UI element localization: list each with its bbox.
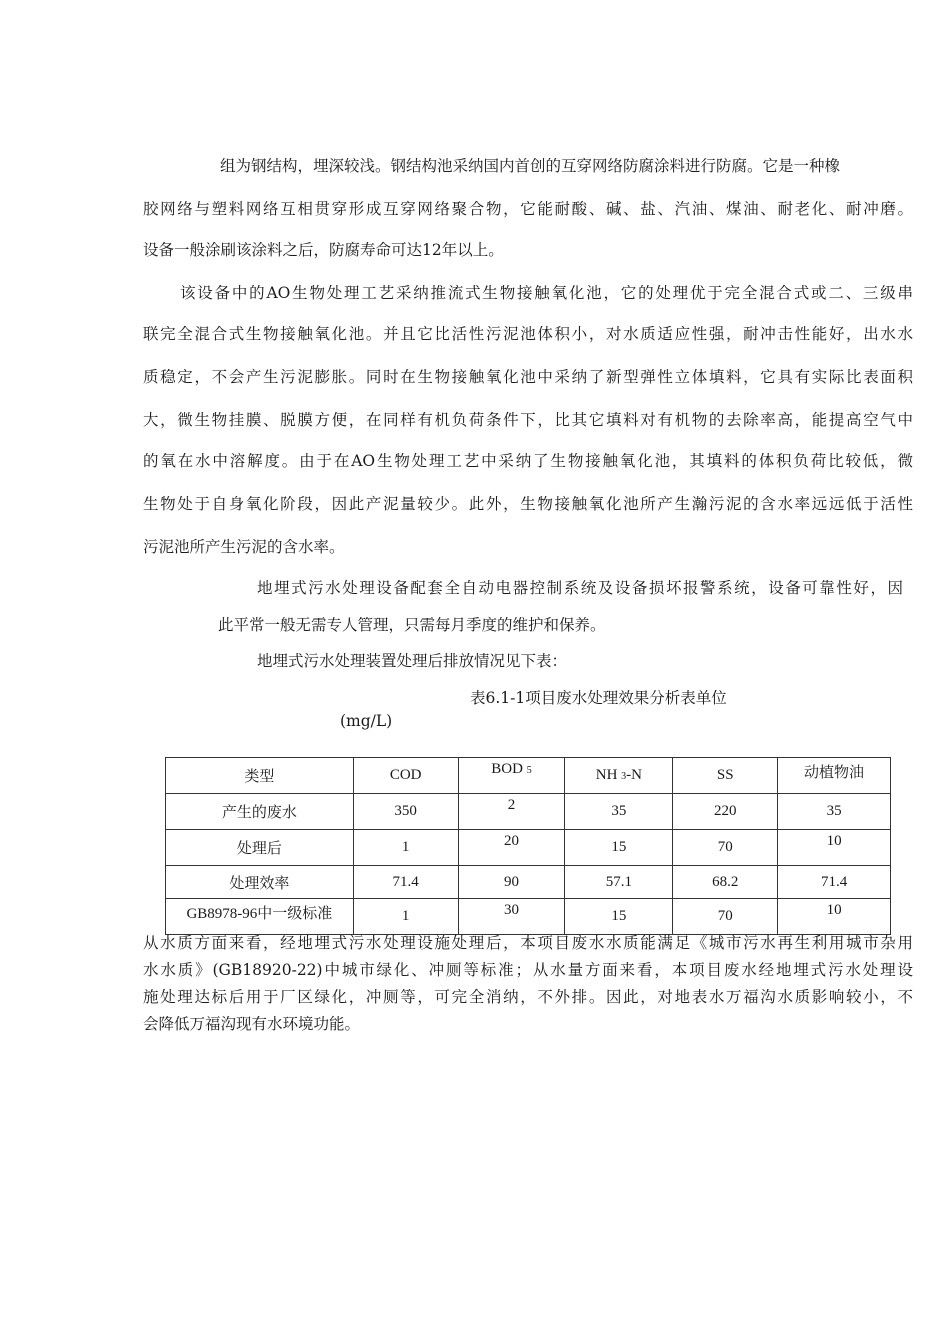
effluent-table: [165, 757, 891, 935]
cell-ss: 220: [673, 794, 778, 830]
header-ss: SS: [673, 758, 778, 794]
cell-cod: 1: [353, 899, 458, 935]
cell-cod: 71.4: [353, 866, 458, 899]
cell-nh: 15: [565, 830, 673, 866]
header-bod: BOD 5: [458, 758, 565, 794]
paragraph-line: 污泥池所产生污泥的含水率。: [143, 538, 345, 556]
cell-nh: 15: [565, 899, 673, 935]
table-caption: 表6.1-1项目废水处理效果分析表单位: [470, 689, 727, 707]
table-row: [166, 866, 891, 899]
row-label: 处理后: [166, 830, 354, 866]
cell-bod: 20: [458, 830, 565, 866]
row-label: GB8978-96中一级标准: [166, 899, 354, 935]
cell-oil: 35: [778, 794, 891, 830]
paragraph-line: 施处理达标后用于厂区绿化，冲厕等，可完全消纳，不外排。因此，对地表水万福沟水质影响较小，不: [143, 988, 913, 1006]
row-label: 产生的废水: [166, 794, 354, 830]
paragraph-line: 该设备中的AO生物处理工艺采纳推流式生物接触氧化池，它的处理优于完全混合式或二、三级串: [180, 284, 913, 302]
table-row: [166, 794, 891, 830]
cell-nh: 35: [565, 794, 673, 830]
conclusion-paragraph: [143, 930, 913, 1038]
paragraph-line: 大，微生物挂膜、脱膜方便，在同样有机负荷条件下，比其它填料对有机物的去除率高，能提高空气中: [143, 411, 913, 429]
header-type: 类型: [166, 758, 354, 794]
paragraph-line: 水水质》(GB18920-22)中城市绿化、冲厕等标准；从水量方面来看，本项目废水经地埋式污水处理设: [143, 961, 913, 979]
cell-oil: 10: [778, 899, 891, 935]
cell-nh: 57.1: [565, 866, 673, 899]
cell-bod: 90: [458, 866, 565, 899]
header-oil: 动植物油: [778, 758, 891, 794]
cell-cod: 350: [353, 794, 458, 830]
cell-oil: 71.4: [778, 866, 891, 899]
row-label: 处理效率: [166, 866, 354, 899]
cell-ss: 70: [673, 830, 778, 866]
paragraph-line: 会降低万福沟现有水环境功能。: [143, 1015, 361, 1033]
paragraph-line: 从水质方面来看，经地埋式污水处理设施处理后，本项目废水水质能满足《城市污水再生利用城市杂用: [143, 934, 913, 952]
paragraph-line: 胶网络与塑料网络互相贯穿形成互穿网络聚合物，它能耐酸、碱、盐、汽油、煤油、耐老化、耐冲磨。: [143, 200, 913, 218]
paragraph-line: 设备一般涂刷该涂料之后，防腐寿命可达12年以上。: [143, 241, 504, 259]
paragraph-line: 生物处于自身氧化阶段，因此产泥量较少。此外，生物接触氧化池所产生瀚污泥的含水率远远低于活性: [143, 495, 913, 513]
table-row: [166, 830, 891, 866]
paragraph-line: 联完全混合式生物接触氧化池。并且它比活性污泥池体积小，对水质适应性强，耐冲击性能好，出水水: [143, 325, 913, 343]
cell-bod: 30: [458, 899, 565, 935]
paragraph-line: 的氧在水中溶解度。由于在AO生物处理工艺中采纳了生物接触氧化池，其填料的体积负荷比较低，微: [143, 452, 913, 470]
header-cod: COD: [353, 758, 458, 794]
table-unit: (mg/L): [340, 712, 393, 730]
cell-ss: 70: [673, 899, 778, 935]
table-intro: 地埋式污水处理装置处理后排放情况见下表：: [257, 652, 568, 670]
cell-bod: 2: [458, 794, 565, 830]
cell-ss: 68.2: [673, 866, 778, 899]
table-header-row: [166, 758, 891, 794]
paragraph-line: 组为钢结构，埋深较浅。钢结构池采纳国内首创的互穿网络防腐涂料进行防腐。它是一种橡: [220, 157, 841, 175]
paragraph-line: 此平常一般无需专人管理，只需每月季度的维护和保养。: [218, 616, 606, 634]
cell-oil: 10: [778, 830, 891, 866]
paragraph-line: 地埋式污水处理设备配套全自动电器控制系统及设备损坏报警系统，设备可靠性好，因: [257, 579, 903, 597]
cell-cod: 1: [353, 830, 458, 866]
paragraph-line: 质稳定，不会产生污泥膨胀。同时在生物接触氧化池中采纳了新型弹性立体填料，它具有实际比表面积: [143, 368, 913, 386]
header-nh3n: NH 3-N: [565, 758, 673, 794]
